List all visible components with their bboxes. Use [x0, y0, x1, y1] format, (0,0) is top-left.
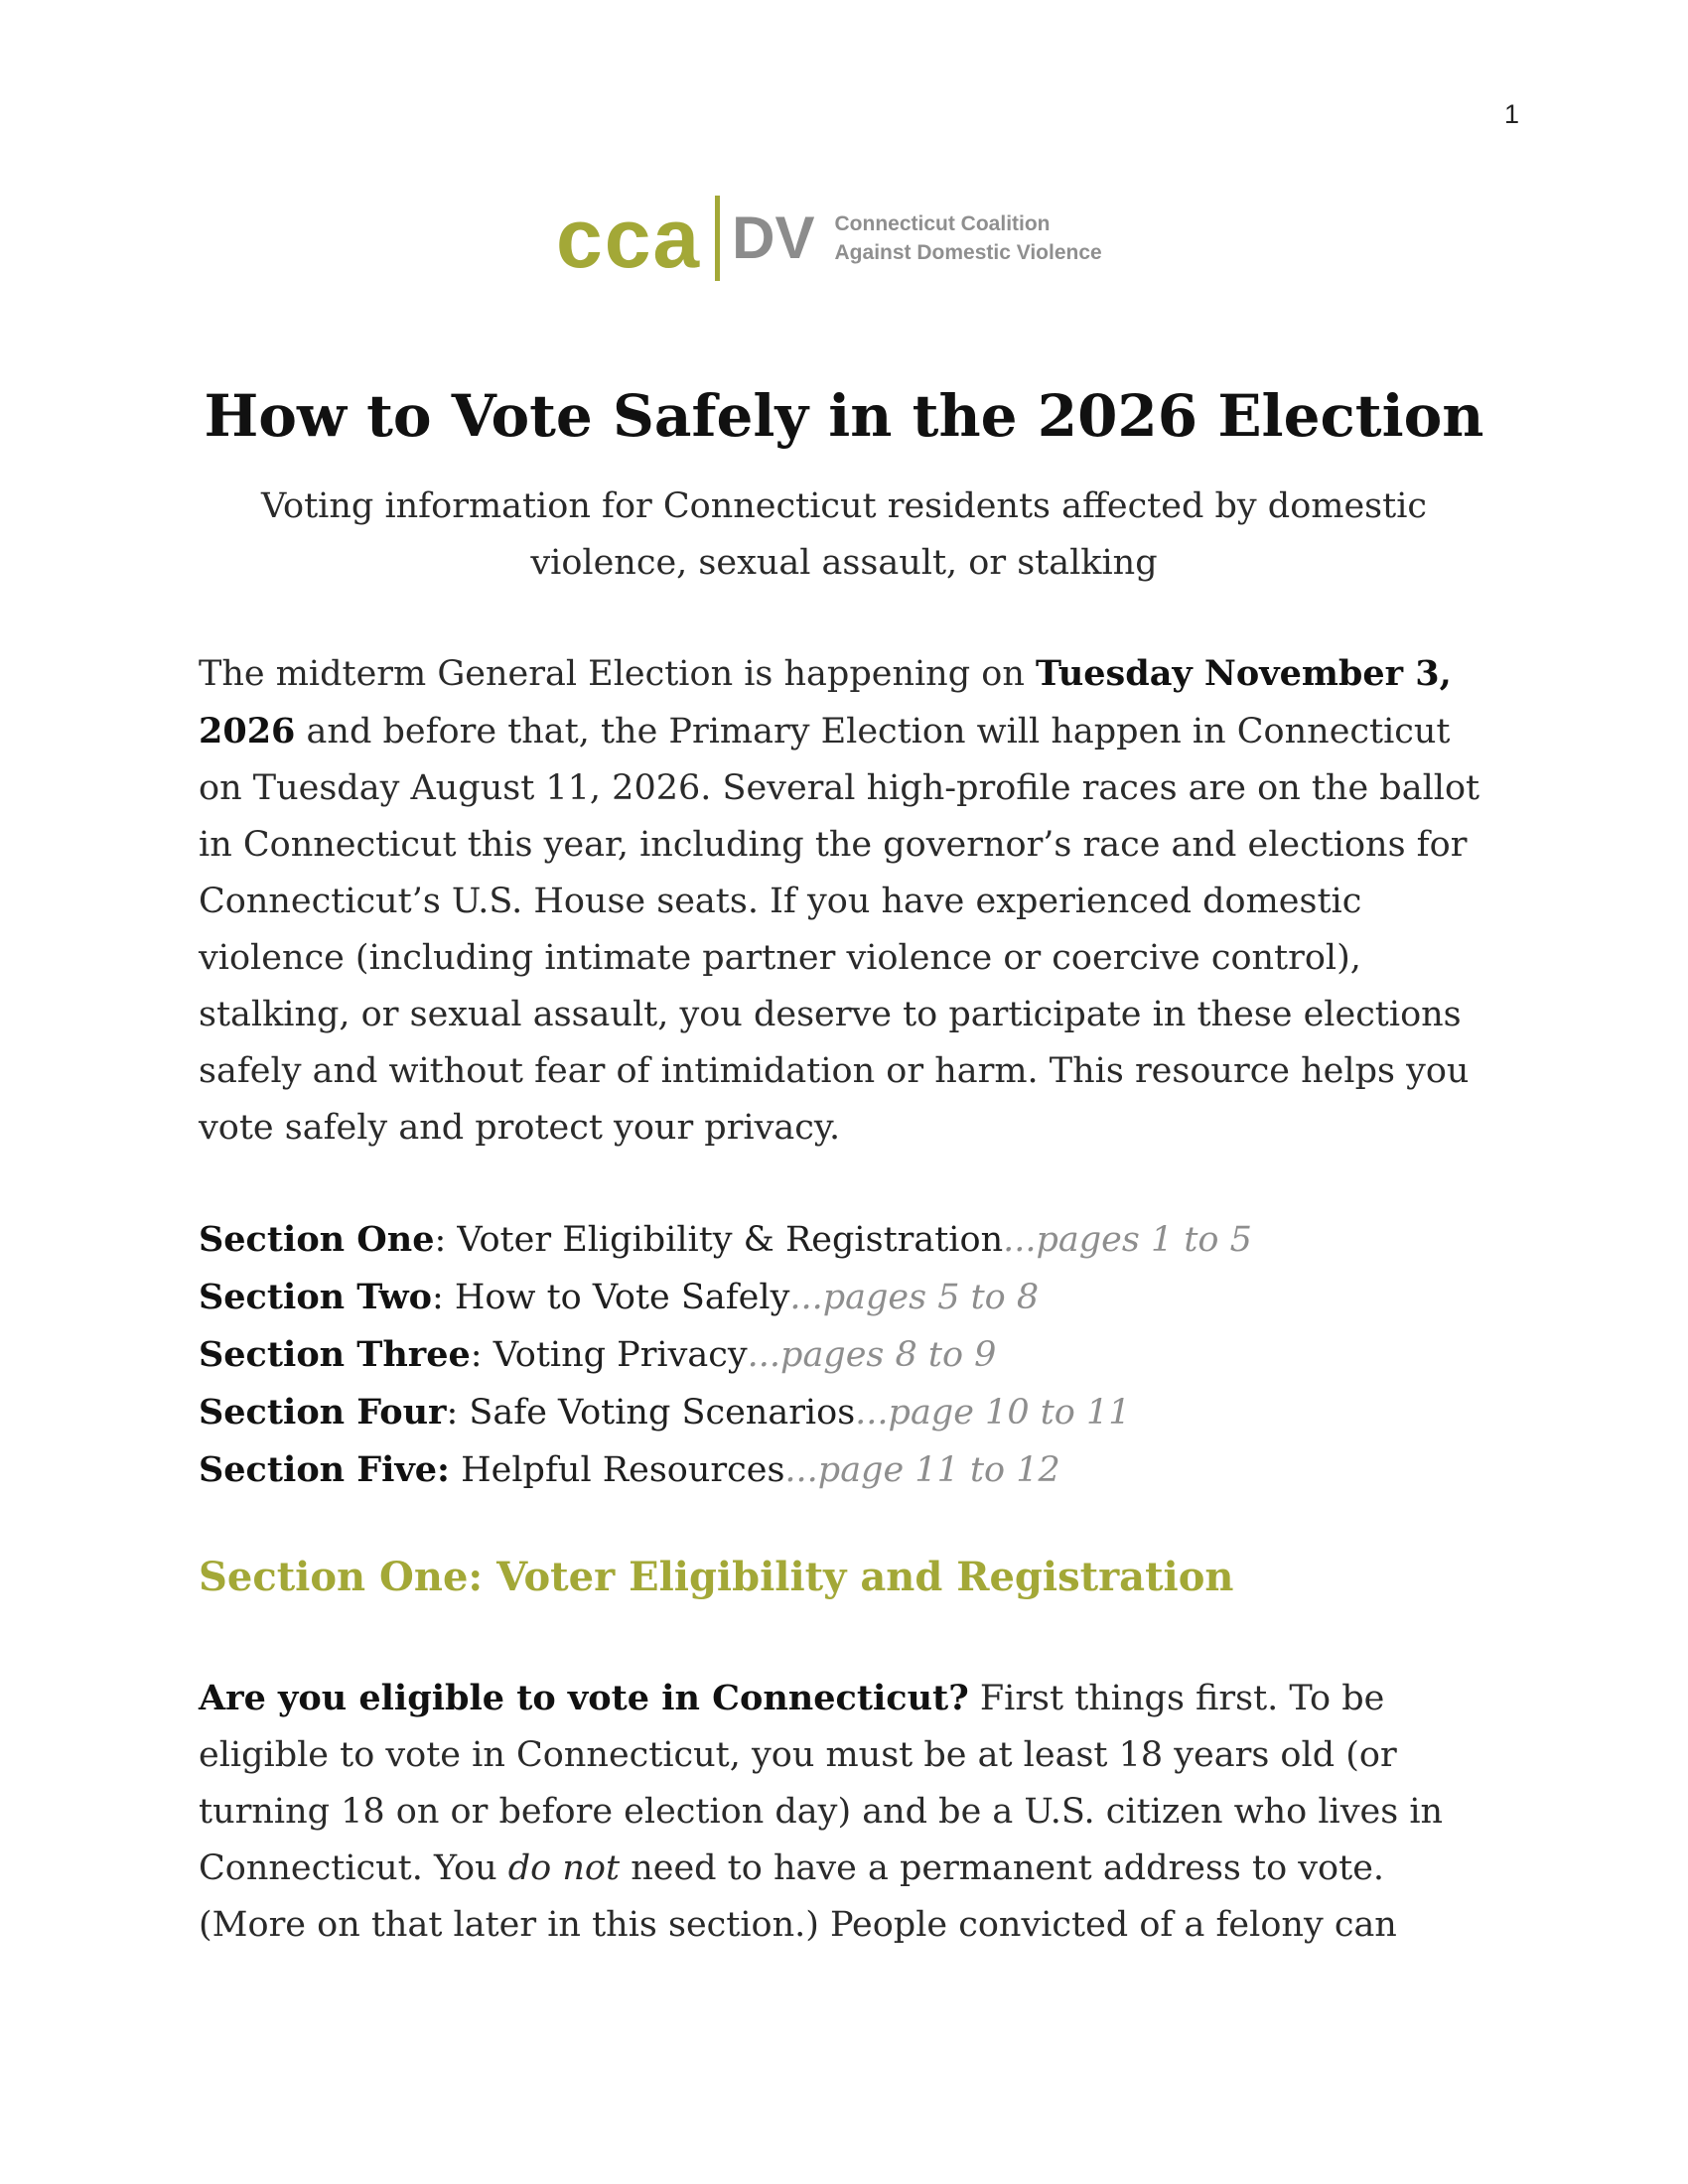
toc-item-section-five[interactable]: [199, 1441, 1499, 1499]
toc-section-topic: Helpful Resources: [461, 1450, 785, 1490]
eligibility-question: Are you eligible to vote in Connecticut?: [199, 1678, 969, 1718]
logo-org-name-line2: Against Domestic Violence: [834, 241, 1102, 264]
eligibility-paragraph: [199, 1670, 1499, 1954]
toc-section-label: Section Four: [199, 1392, 447, 1433]
toc-section-label: Section Three: [199, 1334, 471, 1375]
toc-section-topic: Voting Privacy: [492, 1335, 748, 1375]
document-title: How to Vote Safely in the 2026 Election: [204, 382, 1484, 450]
logo-divider: [715, 196, 720, 281]
section-one-heading: Section One: Voter Eligibility and Registration: [199, 1554, 1234, 1600]
eligibility-emphasis: do not: [507, 1848, 621, 1888]
toc-section-topic: How to Vote Safely: [454, 1278, 790, 1317]
toc-section-label: Section Two: [199, 1277, 432, 1317]
toc-section-label: Section One: [199, 1219, 435, 1260]
page-number: 1: [1503, 99, 1519, 129]
toc-section-pages: ...pages 5 to 8: [789, 1278, 1040, 1317]
toc-item-section-one[interactable]: Section One: Voter Eligibility & Registration...pages 1 to 5: [199, 1219, 1252, 1260]
toc-section-pages: ...pages 8 to 9: [747, 1335, 997, 1375]
logo-dv-text: DV: [732, 205, 815, 271]
logo-cca-text: cca: [556, 192, 702, 285]
toc-section-pages: ...page 10 to 11: [855, 1393, 1131, 1433]
toc-section-topic: Voter Eligibility & Registration: [457, 1220, 1004, 1260]
toc-section-topic: Safe Voting Scenarios: [469, 1393, 856, 1433]
eligibility-text-start: First things first. To be eligible to vote in Connecticut, you must be at least 18 years old (or turning 18 on or before election day) and be a U.S. citizen who lives in Connecticut. You: [199, 1679, 1444, 1888]
logo-org-name-line1: Connecticut Coalition: [834, 212, 1051, 235]
intro-election-date: Tuesday November 3, 2026: [199, 653, 1452, 751]
intro-text-rest: and before that, the Primary Election will happen in Connecticut on Tuesday August 11, 2026. Several high-profile races are on the ballot in Connecticut this year, including the governor’s race and elections for Connecticut’s U.S. House seats. If you have experienced domestic violence (including intimate partner violence or coercive control), stalking, or sexual assault, you deserve to participate in these elections safely and without fear of intimidation or harm. This resource helps you vote safely and protect your privacy.: [199, 712, 1480, 1148]
toc-section-pages: ...pages 1 to 5: [1003, 1220, 1252, 1260]
document-subtitle: Voting information for Connecticut residents affected by domestic violence, sexual assault, or stalking: [260, 486, 1427, 583]
ccadv-logo: [556, 194, 1102, 283]
intro-paragraph: [199, 645, 1499, 1157]
toc-item-section-three[interactable]: Section Three: Voting Privacy...pages 8 to 9: [199, 1334, 997, 1375]
toc-item-section-four[interactable]: Section Four: Safe Voting Scenarios...page 10 to 11: [199, 1392, 1131, 1433]
toc-section-pages: ...page 11 to 12: [784, 1450, 1060, 1490]
toc-section-label: Section Five:: [199, 1449, 450, 1490]
table-of-contents: [199, 1211, 1499, 1499]
toc-item-section-two[interactable]: Section Two: How to Vote Safely...pages 5 to 8: [199, 1277, 1040, 1317]
eligibility-text-rest: need to have a permanent address to vote. (More on that later in this section.) People convicted of a felony can: [199, 1848, 1397, 1945]
logo-org-name: [835, 209, 1102, 267]
intro-text-start: The midterm General Election is happening on: [199, 654, 1036, 694]
